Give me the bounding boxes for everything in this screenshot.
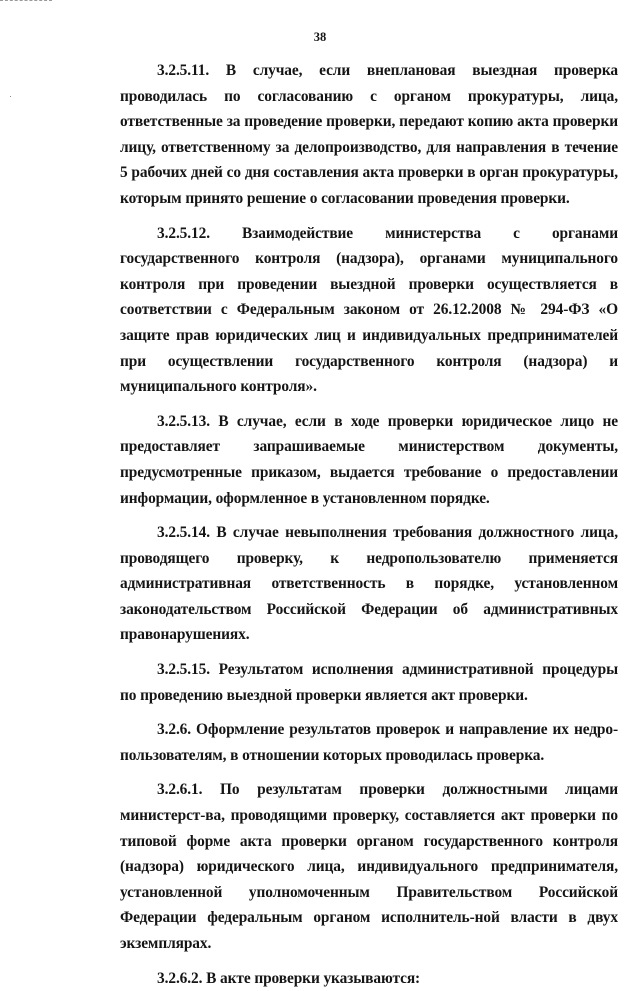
- paragraph-3-2-5-14: 3.2.5.14. В случае невыполнения требования должностного лица, проводящего проверку, к недропользователю применяется административная ответственность в порядке, установленном законодательством Российской Федерации об административных правонарушениях.: [120, 524, 618, 644]
- paragraph-3-2-6: 3.2.6. Оформление результатов проверок и направление их недро-пользователям, в отношении которых проводилась проверка.: [120, 721, 618, 764]
- paragraph-3-2-6-2: 3.2.6.2. В акте проверки указываются:: [157, 969, 421, 987]
- paragraph-3-2-5-11: 3.2.5.11. В случае, если внеплановая выездная проверка проводилась по согласованию с органом прокуратуры, лица, ответственные за проведение проверки, передают копию акта проверки лицу, ответственному за делопроизводство, для направления в течение 5 рабочих дней со дня составления акта проверки в орган прокуратуры, которым принято решение о согласовании проведения проверки.: [120, 62, 618, 207]
- page-number: 38: [313, 30, 327, 44]
- scan-speck: [10, 96, 11, 97]
- document-body: [120, 58, 618, 991]
- paragraph-3-2-5-15: 3.2.5.15. Результатом исполнения административной процедуры по проведению выездной проверки является акт проверки.: [120, 661, 618, 704]
- scan-edge-mark: [0, 0, 52, 4]
- paragraph-3-2-6-1: 3.2.6.1. По результатам проверки должностными лицами министерст-ва, проводящими проверку, составляется акт проверки по типовой форме акта проверки органом государственного контроля (надзора) юридического лица, индивидуального предпринимателя, установленной уполномоченным Правительством Российской Федерации федеральным органом исполнитель-ной власти в двух экземплярах.: [120, 781, 618, 952]
- paragraph-3-2-5-12: 3.2.5.12. Взаимодействие министерства с органами государственного контроля (надзора), органами муниципального контроля при проведении выездной проверки осуществляется в соответствии с Федеральным законом от 26.12.2008 № 294-ФЗ «О защите прав юридических лиц и индивидуальных предпринимателей при осуществлении государственного контроля (надзора) и муниципального контроля».: [120, 224, 618, 396]
- paragraph-3-2-5-13: 3.2.5.13. В случае, если в ходе проверки юридическое лицо не предоставляет запрашиваемые министерством документы, предусмотренные приказом, выдается требование о предоставлении информации, оформленное в установленном порядке.: [120, 412, 618, 507]
